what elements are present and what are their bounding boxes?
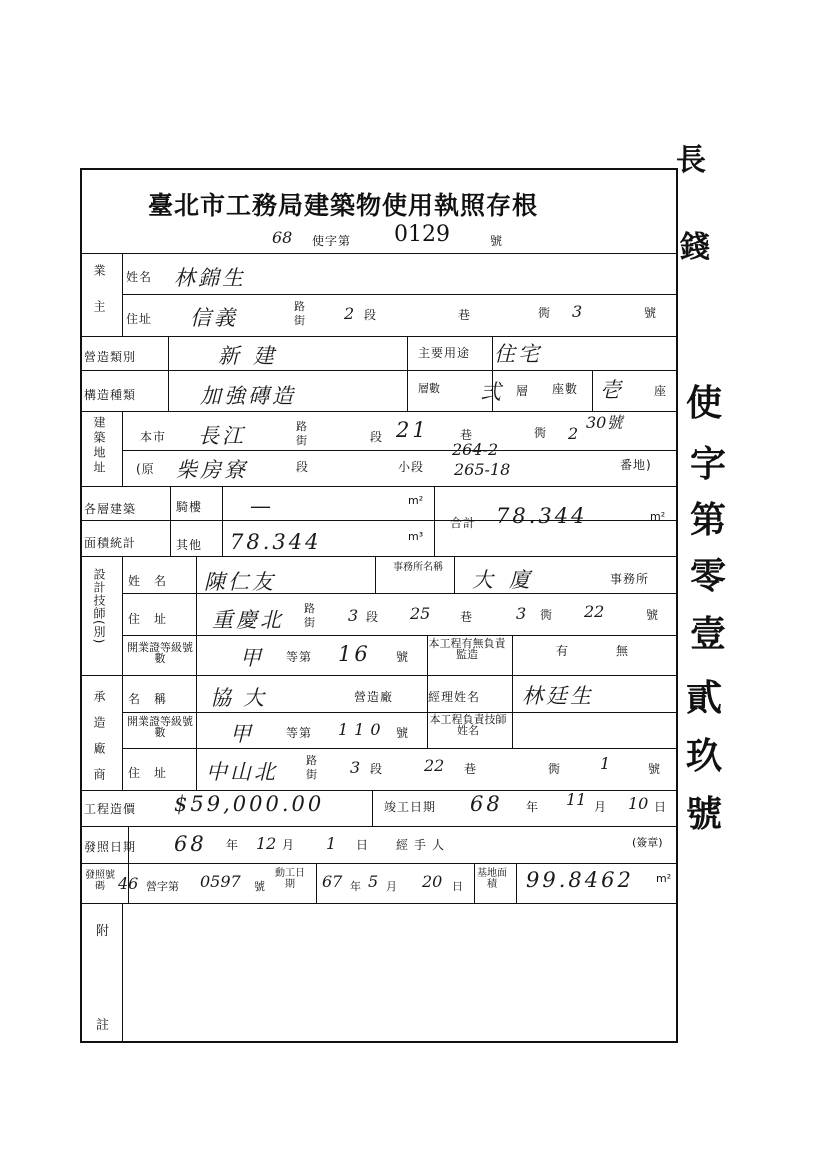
architect-license-label: 開業證等級號數 [127, 641, 193, 665]
owner-road-label: 路 [294, 300, 305, 313]
contractor-lane-no: 22 [424, 756, 445, 775]
total-label: 合計 [450, 516, 477, 530]
contractor-name-label: 名稱 [128, 692, 181, 706]
architect-road-value: 重慶北 [212, 608, 284, 632]
architect-name-label: 姓名 [128, 574, 181, 588]
other-label: 其他 [176, 538, 203, 552]
contractor-lane-label: 巷 [464, 762, 478, 776]
tech-label: 本工程負責技師姓名 [429, 713, 507, 737]
issue-year: 68 [174, 832, 207, 856]
arcade-value: — [250, 494, 274, 518]
site-street-label: 街 [296, 434, 307, 447]
contractor-license-class: 甲 [230, 722, 254, 746]
handler-label: 經手人 [396, 838, 451, 852]
permit-number-suffix: 號 [254, 880, 265, 893]
side-stamp-2: 錢 [680, 230, 710, 265]
side-stamp-8: 貳 [686, 677, 723, 719]
issue-day-label: 日 [356, 838, 370, 852]
other-unit: m³ [408, 530, 424, 543]
buildings-value: 壱 [600, 378, 624, 402]
main-use-value: 住宅 [494, 342, 542, 366]
form-title: 臺北市工務局建築物使用執照存根 [148, 191, 539, 220]
issue-year-label: 年 [226, 838, 240, 852]
construction-type-value: 新建 [218, 344, 288, 368]
completion-month-label: 月 [594, 800, 608, 814]
area-row1-label: 各層建築 [84, 502, 137, 516]
owner-name-label: 姓名 [126, 270, 153, 284]
completion-label: 竣工日期 [384, 800, 437, 814]
architect-no: 22 [584, 602, 605, 621]
architect-street-label: 街 [304, 616, 315, 629]
architect-address-label: 住址 [128, 612, 181, 626]
supervise-no: 無 [616, 644, 630, 658]
issue-month: 12 [256, 834, 277, 853]
site-number: 30號 [586, 413, 623, 432]
office-suffix: 事務所 [610, 572, 650, 586]
site-orig-value: 柴房寮 [176, 458, 248, 482]
manager-value: 林廷生 [522, 684, 594, 708]
seal-label: (簽章) [632, 836, 663, 849]
contractor-license-no: 110 [338, 720, 387, 739]
start-day: 20 [422, 872, 443, 891]
base-area-label: 基地面積 [477, 868, 507, 890]
architect-grade-label: 等第 [286, 650, 313, 664]
completion-year-label: 年 [526, 800, 540, 814]
total-value: 78.344 [496, 504, 588, 528]
permit-year: 68 [272, 228, 293, 247]
contractor-name-value: 協大 [210, 686, 276, 710]
side-stamp-10: 號 [686, 793, 723, 835]
contractor-alley-no: 1 [600, 754, 611, 773]
site-lane-label: 巷 [460, 428, 474, 442]
owner-lane-label: 巷 [458, 308, 472, 322]
owner-street-label: 街 [294, 314, 305, 327]
permit-number-label: 發照號碼 [85, 870, 115, 892]
owner-address-label: 住址 [126, 312, 153, 326]
contractor-section-no: 3 [350, 758, 361, 777]
base-area-value: 99.8462 [526, 868, 634, 892]
completion-day: 10 [628, 794, 649, 813]
area-row2-label: 面積統計 [84, 536, 137, 550]
architect-license-no-label: 號 [396, 650, 410, 664]
owner-address-value: 信義 [190, 306, 238, 330]
cost-value: $59,000.00 [174, 792, 325, 816]
architect-section-label: 段 [366, 610, 380, 624]
contractor-alley-label: 衖 [548, 762, 562, 776]
contractor-grade-label: 等第 [286, 726, 313, 740]
owner-name-value: 林錦生 [174, 266, 246, 290]
architect-license-no: 16 [338, 642, 371, 666]
permit-number: 0129 [394, 222, 450, 247]
floors-value: 弍 [480, 380, 504, 404]
contractor-factory-label: 營造廠 [354, 690, 394, 704]
issue-date-label: 發照日期 [84, 840, 137, 854]
site-section-no: 21 [396, 418, 429, 442]
contractor-license-no-label: 號 [396, 726, 410, 740]
office-name-label: 事務所名稱 [393, 562, 443, 573]
site-alley-no: 2 [568, 424, 579, 443]
start-year-label: 年 [350, 880, 361, 893]
architect-road-label: 路 [304, 602, 315, 615]
architect-lane-label: 巷 [460, 610, 474, 624]
side-stamp-7: 壹 [690, 613, 727, 655]
structure-label: 構造種類 [84, 388, 137, 402]
side-stamp-1: 長 [676, 143, 706, 178]
structure-value: 加強磚造 [200, 384, 296, 408]
contractor-group-label: 承造廠商 [92, 690, 106, 794]
architect-name-value: 陳仁友 [204, 570, 276, 594]
permit-number-prefix: 營字第 [146, 880, 179, 893]
site-road-label: 路 [296, 420, 307, 433]
site-district: 長江 [198, 424, 246, 448]
base-area-unit: m² [656, 872, 672, 885]
permit-suffix: 號 [490, 234, 504, 248]
permit-year-value: 46 [118, 874, 139, 893]
site-orig: (原 [136, 462, 155, 476]
owner-no-label: 號 [644, 306, 658, 320]
side-stamp-4: 字 [690, 443, 727, 485]
construction-type-label: 營造類別 [84, 350, 137, 364]
other-value: 78.344 [230, 530, 322, 554]
owner-section-no: 2 [344, 304, 355, 323]
site-orig-section-label: 段 [296, 460, 310, 474]
contractor-address-label: 住址 [128, 766, 181, 780]
permit-number-value: 0597 [200, 872, 241, 891]
architect-no-label: 號 [646, 608, 660, 622]
issue-day: 1 [326, 834, 337, 853]
start-month-label: 月 [386, 880, 397, 893]
contractor-street-label: 街 [306, 768, 317, 781]
site-group-label: 建築地址 [92, 416, 106, 476]
arcade-unit: m² [408, 494, 424, 507]
side-stamp-9: 玖 [686, 735, 723, 777]
contractor-road-value: 中山北 [206, 760, 278, 784]
arcade-label: 騎樓 [176, 500, 203, 514]
start-year: 67 [322, 872, 343, 891]
contractor-no-label: 號 [648, 762, 662, 776]
floors-unit: 層 [516, 384, 530, 398]
site-lot-1: 264-2 [452, 440, 499, 459]
site-city: 本市 [140, 430, 167, 444]
office-name-value: 大廈 [472, 568, 546, 592]
architect-license-class: 甲 [240, 646, 264, 670]
site-lot-label: 番地) [620, 458, 652, 472]
owner-group-label: 業主 [92, 264, 106, 336]
completion-year: 68 [470, 792, 503, 816]
start-date-label: 動工日期 [275, 868, 305, 890]
site-section-label: 段 [370, 430, 384, 444]
contractor-license-label: 開業證等級號數 [127, 715, 193, 739]
manager-label: 經理姓名 [428, 690, 481, 704]
owner-section-label: 段 [364, 308, 378, 322]
remarks-bottom: 註 [96, 1018, 111, 1033]
site-lot-2: 265-18 [454, 460, 511, 479]
floors-label: 層數 [418, 382, 440, 395]
owner-alley-no: 3 [572, 302, 583, 321]
completion-month: 11 [566, 790, 587, 809]
side-stamp-5: 第 [690, 499, 727, 541]
completion-day-label: 日 [654, 800, 668, 814]
site-subsection-label: 小段 [398, 460, 425, 474]
side-stamp-3: 使 [686, 382, 723, 424]
supervise-label: 本工程有無負責監造 [428, 637, 506, 661]
permit-prefix: 使字第 [312, 234, 352, 248]
side-stamp-6: 零 [690, 555, 727, 597]
start-day-label: 日 [452, 880, 463, 893]
contractor-section-label: 段 [370, 762, 384, 776]
main-use-label: 主要用途 [418, 346, 471, 360]
remarks-top: 附 [96, 924, 111, 939]
issue-month-label: 月 [282, 838, 296, 852]
architect-lane-no: 25 [410, 604, 431, 623]
start-month: 5 [368, 872, 379, 891]
architect-alley-no: 3 [516, 604, 527, 623]
owner-alley-label: 衖 [538, 306, 552, 320]
architect-section-no: 3 [348, 606, 359, 625]
architect-group-label: 設計技師(別) [92, 568, 106, 645]
cost-label: 工程造價 [84, 802, 137, 816]
site-alley-label: 衖 [534, 426, 548, 440]
supervise-yes: 有 [556, 644, 570, 658]
buildings-unit: 座 [654, 384, 668, 398]
architect-alley-label: 衖 [540, 608, 554, 622]
contractor-road-label: 路 [306, 754, 317, 767]
buildings-label: 座數 [552, 382, 579, 396]
total-unit: m² [650, 510, 666, 523]
